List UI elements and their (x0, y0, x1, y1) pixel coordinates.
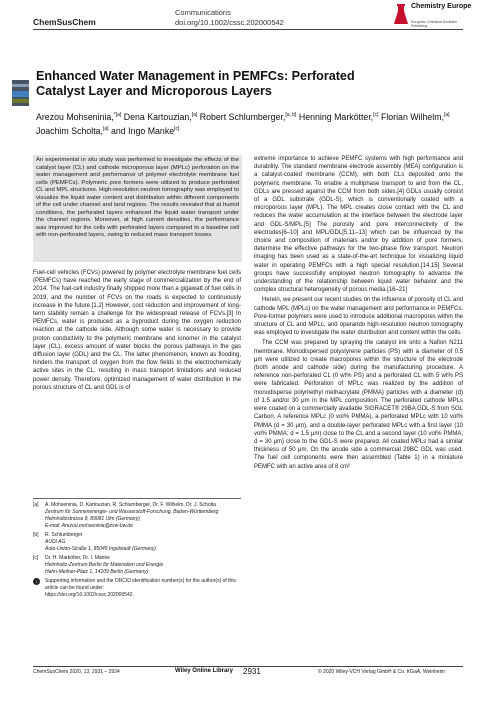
footnote-line: AUDI AG (45, 539, 66, 545)
journal-citation: ChemSusChem 2020, 13, 2931 – 2934 (33, 669, 120, 675)
footnote-line: Auto-Union-Straße 1, 85045 Ingolstadt (Germany) (45, 546, 156, 552)
author-affiliation-marker: [c] (174, 125, 180, 132)
footnote-item (33, 555, 241, 576)
chemistry-europe-logo (393, 3, 473, 29)
right-column (254, 155, 463, 471)
author-list (36, 109, 466, 137)
article-title (36, 69, 456, 99)
footnote-line: Supporting information and the ORCID identification number(s) for the author(s) of this article can be found under: (45, 578, 236, 591)
footnote-line: E-mail: Arezou.mohseninia@zsw-bw.de (45, 523, 133, 529)
author-affiliation-marker: [a, b] (285, 112, 297, 118)
footnote-key: [b] (33, 532, 39, 538)
footnote-line: Helmholtz-Zentrum Berlin für Materialien und Energie (45, 562, 164, 568)
author-name: Robert Schlumberger, (199, 111, 286, 122)
body-paragraph: Herein, we present our recent studies on the influence of porosity of CL and cathode MPL (MPLc) on the water management and performance in PEMFCs. Pore-former polymers were used to introduce additional macropores within the structure of CL and MPLc, and operando high-resolution neutron tomography was employed to investigate the water distribution and content within the cells. (254, 297, 463, 337)
wiley-online-library-link[interactable]: Wiley Online Library (175, 668, 233, 674)
footnote-line: Helmholtzstrasse 8, 89081 Ulm (Germany) (45, 516, 140, 522)
footnote-item (33, 502, 241, 530)
copyright-notice: © 2020 Wiley-VCH Verlag GmbH & Co. KGaA, Weinheim (318, 669, 445, 675)
footnote-item (33, 532, 241, 553)
title-line: Enhanced Water Management in PEMFCs: Perforated (36, 69, 355, 83)
doi-link[interactable]: doi.org/10.1002/cssc.202000542 (175, 18, 284, 27)
author-name: Joachim Scholta, (36, 125, 103, 136)
author-affiliation-marker: [a] (103, 125, 109, 132)
orcid-icon: i (33, 578, 40, 585)
author-affiliation-marker: [c] (373, 112, 379, 118)
left-column (33, 269, 241, 392)
footnote-line: Zentrum für Sonnenenergie- und Wasserstoff-Forschung, Baden-Württemberg (45, 509, 219, 515)
author-name: Florian Wilhelm, (380, 111, 445, 122)
body-paragraph: extreme importance to achieve PEMFC systems with high performance and durability. The standard membrane electrode assembly (MEA) configuration is a catalyst-coated membrane (CCM), with both CLs deposited onto the polymeric membrane. To enable a multiphase transport to and from the CL, GDLs are pressed against the CCM from both sides.[4] GDLs usually consist of a GDL substrate (GDL-S), which is conventionally coated with a microporous layer (MPL). The MPL creates close contact with the CL and reduces the water accumulation at the interface between the electrode layer and GDL-S/MPL.[5] The porosity and pore interconnectivity of the electrodes[6–10] and MPL/GDL[5,11–13] which can be influenced by the choice and composition of materials and/or by addition of pore formers, determine the effective pathways for the two-phase flow transport. Neutron imaging has been used as a state-of-the-art technique for visualizing liquid water in operating PEMFCs with a high special resolution.[14,15] Several groups have successfully employed neutron tomography to advance the understanding of the relationship between liquid water behavior and the complex structural heterogeneity of porous media.[16–21] (254, 156, 463, 294)
footnote-item (33, 578, 241, 599)
author-name: Dena Kartouzian, (123, 111, 192, 122)
logo-name: Chemistry Europe (411, 3, 472, 10)
page-number: 2931 (243, 667, 261, 676)
footnote-key: [a] (33, 502, 39, 508)
body-paragraph: The CCM was prepared by spraying the catalyst ink onto a Nafion N211 membrane. Monodispersed polystyrene particles (PS) with a diameter of 0.5 μm were utilized to create macropores within the structure of the electrode (both anode and cathode side) during the manufacturing procedure. A reference non-perforated CL (0 wt% PS) and a perforated CL with 5 wt% PS were fabricated. Perforation of MPLc was realized by the addition of monodisperse polymethyl methacrylate (PMMA) particles with a diameter (d) of 1.5 and/or 30 μm in the MPL composition. The perforated cathode MPLs were coated on a commercially available SIGRACET® 29BA GDL-S from SGL Carbon. A reference MPLc (0 vol% PMMA), a perforated MPLc with 10 vol% PMMA (d = 30 μm), and a double-layer perforated MPLc with a first layer (10 vol% PMMA; d = 1.5 μm) close to the CL and a second layer (10 vol% PMMA; d = 30 μm) close to the GDL-S were prepared. All coated MPLs had a similar thickness of 50 μm. On the anode side a commercial 29BC GDL was used. The fuel cell components were then assembled (Table 1) in a miniature PEMFC with an active area of 8 cm² (254, 340, 463, 470)
affiliation-footnotes (33, 502, 241, 601)
journal-name: ChemSusChem (33, 17, 96, 27)
footnote-line: R. Schlumberger (45, 532, 83, 538)
footnote-line: https://doi.org/10.1002/cssc.202000542. (45, 592, 134, 598)
footnote-line: Dr. H. Markötter, Dr. I. Manke (45, 555, 110, 561)
author-affiliation-marker: [a] (191, 112, 198, 118)
journal-cover-thumbnail (12, 80, 29, 106)
author-name: Arezou Mohseninia, (36, 111, 114, 122)
body-paragraph: Fuel-cell vehicles (FCVs) powered by polymer electrolyte membrane fuel cells (PEMFCs) have reached the early stage of commercialization by the end of 2014. The fuel-cell industry finally shipped more than a gigawatt of fuel cells in 2019, and the number of FCVs on the roads is expected to continuously increase in the future.[1,2] However, cost reduction and improvement of long-term stability remain a challenge for the widespread release of FCVs.[3] In PEMFCs, water is produced as a byproduct during the oxygen reduction reaction at the cathode side. Although some water is necessary to provide proton conductivity to the polymeric membrane and ionomer in the catalyst layer (CL), excess amount of water blocks the porous pathways in the gas diffusion layer (GDL) and the CL. The latter phenomenon, known as flooding, hinders the transport of oxygen from the flow fields to the electrochemically active sites in the CL, resulting in mass transport limitations and reduced power density. Therefore, optimized management of water distribution in the porous structure of CL and GDL is of (33, 270, 241, 391)
header-divider (33, 29, 463, 30)
abstract-box: An experimental in situ study was performed to investigate the effects of the catalyst layer (CL) and cathode microporous layer (MPLc) perforation on the water management and performance of polymer electrolyte membrane fuel cells (PEMFCs). Polymeric pore formers were utilized to produce perforated CL and MPL structures. High-resolution neutron tomography was employed to visualize the liquid water content and distribution within different components of the cell under channel and land regions. The results revealed that at humid conditions, the perforated layers enhanced the liquid water transport under the channel regions. Moreover, at high current densities, the performance was improved for the cells with perforated layers compared to a baseline cell with non-perforated layers, owing to reduced mass transport losses. (33, 155, 242, 262)
author-name: Henning Markötter, (298, 111, 374, 122)
author-affiliation-marker: [a] (444, 112, 450, 118)
footnote-key: [c] (33, 555, 39, 561)
flask-icon (393, 4, 409, 26)
logo-subtitle: European Chemical Societies Publishing (411, 20, 457, 28)
footnote-line: Hahn-Meitner-Platz 1, 14109 Berlin (Germany) (45, 569, 149, 575)
footnote-divider (33, 498, 241, 499)
article-type: Communications (175, 8, 231, 17)
footnote-line: A. Mohseninia, D. Kartouzian, R. Schlumberger, Dr. F. Wilhelm, Dr. J. Scholta (45, 502, 216, 508)
author-affiliation-marker: *[a] (113, 112, 122, 118)
author-name: and Ingo Manke (111, 125, 175, 136)
title-line: Catalyst Layer and Microporous Layers (36, 84, 272, 98)
footnote-key (33, 578, 45, 599)
